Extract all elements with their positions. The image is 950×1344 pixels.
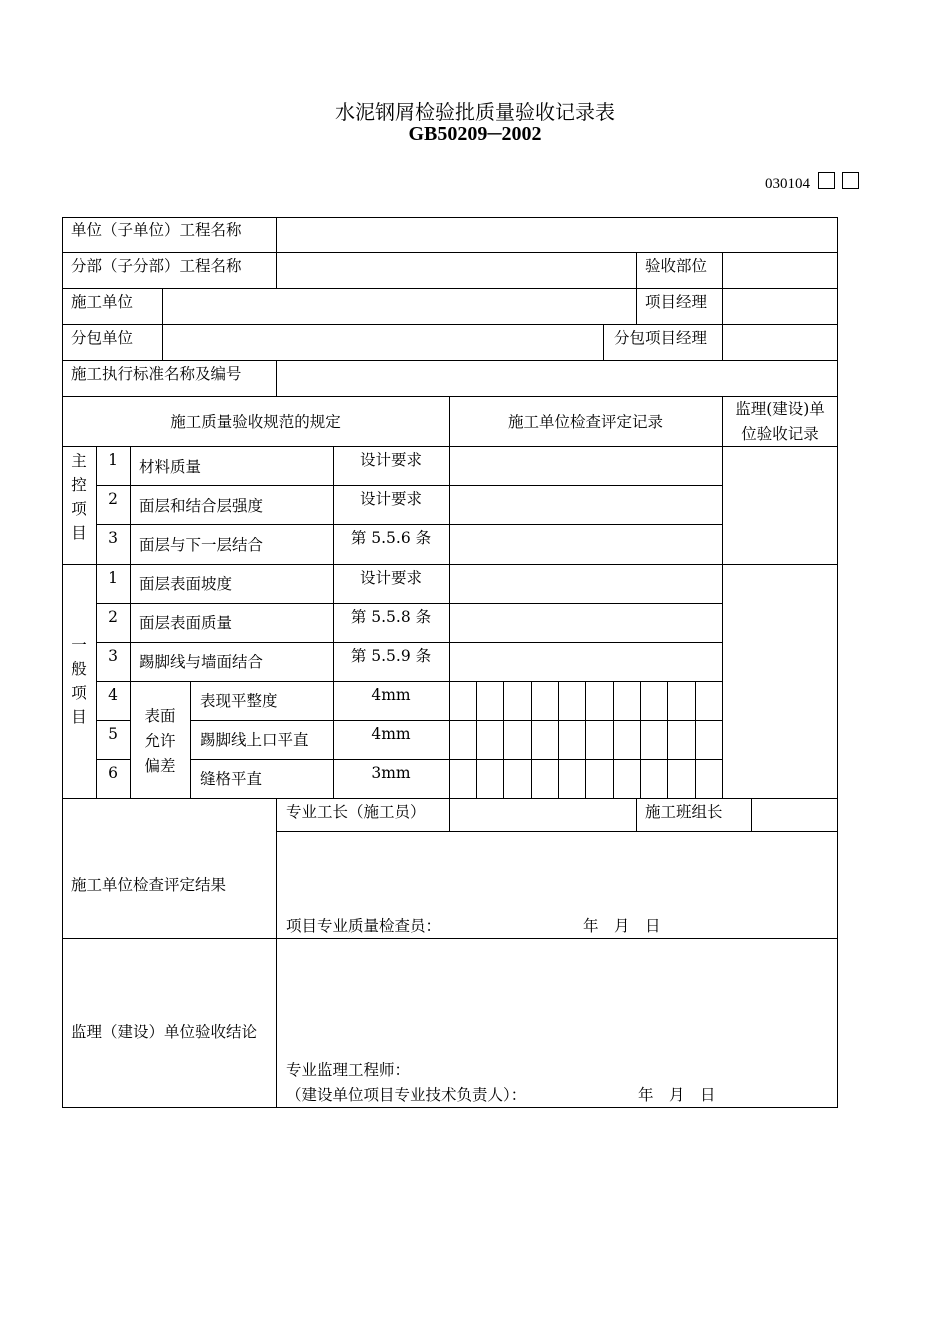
deviation-item-name: 缝格平直: [200, 770, 263, 788]
supervision-conclusion-label: 监理（建设）单位验收结论: [71, 1023, 258, 1041]
general-items-label-char: 一: [71, 636, 87, 654]
deviation-group-label: 偏差: [144, 757, 176, 775]
unit-name-label: 单位（子单位）工程名称: [71, 221, 242, 239]
main-item-no: 3: [108, 529, 118, 547]
main-items-label-char: 主: [71, 452, 87, 470]
form-code: 030104: [765, 176, 810, 192]
general-item-no: 2: [108, 608, 118, 626]
general-item-requirement: 第 5.5.8 条: [350, 608, 432, 626]
supervision-column-header-line2: 位验收记录: [741, 425, 819, 443]
main-item-requirement: 第 5.5.6 条: [350, 529, 432, 547]
general-item-name: 面层表面坡度: [139, 575, 233, 593]
main-item-no: 1: [108, 451, 118, 469]
supervision-engineer-label: 专业监理工程师：: [286, 1061, 411, 1079]
general-item-requirement: 第 5.5.9 条: [350, 647, 432, 665]
deviation-item-no: 6: [108, 764, 118, 782]
construction-result-label: 施工单位检查评定结果: [71, 876, 227, 894]
general-item-no: 1: [108, 569, 118, 587]
acceptance-part-label: 验收部位: [645, 257, 708, 275]
deviation-group-label: 表面: [144, 707, 176, 725]
general-item-name: 面层表面质量: [139, 614, 233, 632]
subunit-name-label: 分部（子分部）工程名称: [71, 257, 242, 275]
supervision-column-header-line1: 监理(建设)单: [735, 400, 825, 418]
conclusion-date-label: 年 月 日: [638, 1086, 716, 1104]
general-items-label-char: 目: [71, 708, 87, 726]
general-item-name: 踢脚线与墙面结合: [139, 653, 264, 671]
foreman-label: 专业工长（施工员）: [286, 803, 426, 821]
main-items-label-char: 控: [71, 476, 87, 494]
owner-technical-lead-label: （建设单位项目专业技术负责人）：: [286, 1086, 527, 1104]
main-items-label-char: 项: [71, 500, 87, 518]
quality-inspector-label: 项目专业质量检查员：: [286, 917, 442, 935]
construction-unit-label: 施工单位: [71, 293, 134, 311]
main-item-name: 面层与下一层结合: [139, 536, 264, 554]
deviation-item-name: 踢脚线上口平直: [200, 731, 309, 749]
main-item-name: 面层和结合层强度: [139, 497, 264, 515]
main-item-name: 材料质量: [139, 458, 202, 476]
main-item-requirement: 设计要求: [359, 451, 422, 469]
page-title: 水泥钢屑检验批质量验收记录表: [335, 100, 615, 124]
deviation-item-requirement: 4mm: [371, 686, 411, 704]
team-leader-label: 施工班组长: [645, 803, 723, 821]
deviation-item-requirement: 4mm: [371, 725, 411, 743]
general-items-label-char: 项: [71, 684, 87, 702]
main-items-label-char: 目: [71, 524, 87, 542]
project-manager-label: 项目经理: [645, 293, 708, 311]
subcontract-manager-label: 分包项目经理: [614, 329, 708, 347]
standard-code-title: GB50209─2002: [408, 123, 542, 145]
main-item-no: 2: [108, 490, 118, 508]
deviation-group-label: 允许: [144, 732, 176, 750]
check-column-header: 施工单位检查评定记录: [507, 413, 663, 431]
general-item-requirement: 设计要求: [359, 569, 422, 587]
general-items-label-char: 般: [71, 660, 87, 678]
deviation-item-no: 4: [108, 686, 118, 704]
deviation-item-name: 表现平整度: [200, 692, 278, 710]
general-item-no: 3: [108, 647, 118, 665]
result-date-label: 年 月 日: [583, 917, 661, 935]
main-item-requirement: 设计要求: [359, 490, 422, 508]
subcontract-unit-label: 分包单位: [71, 329, 134, 347]
deviation-item-requirement: 3mm: [371, 764, 411, 782]
spec-column-header: 施工质量验收规范的规定: [170, 413, 341, 431]
deviation-item-no: 5: [108, 725, 118, 743]
standard-label: 施工执行标准名称及编号: [71, 365, 242, 383]
